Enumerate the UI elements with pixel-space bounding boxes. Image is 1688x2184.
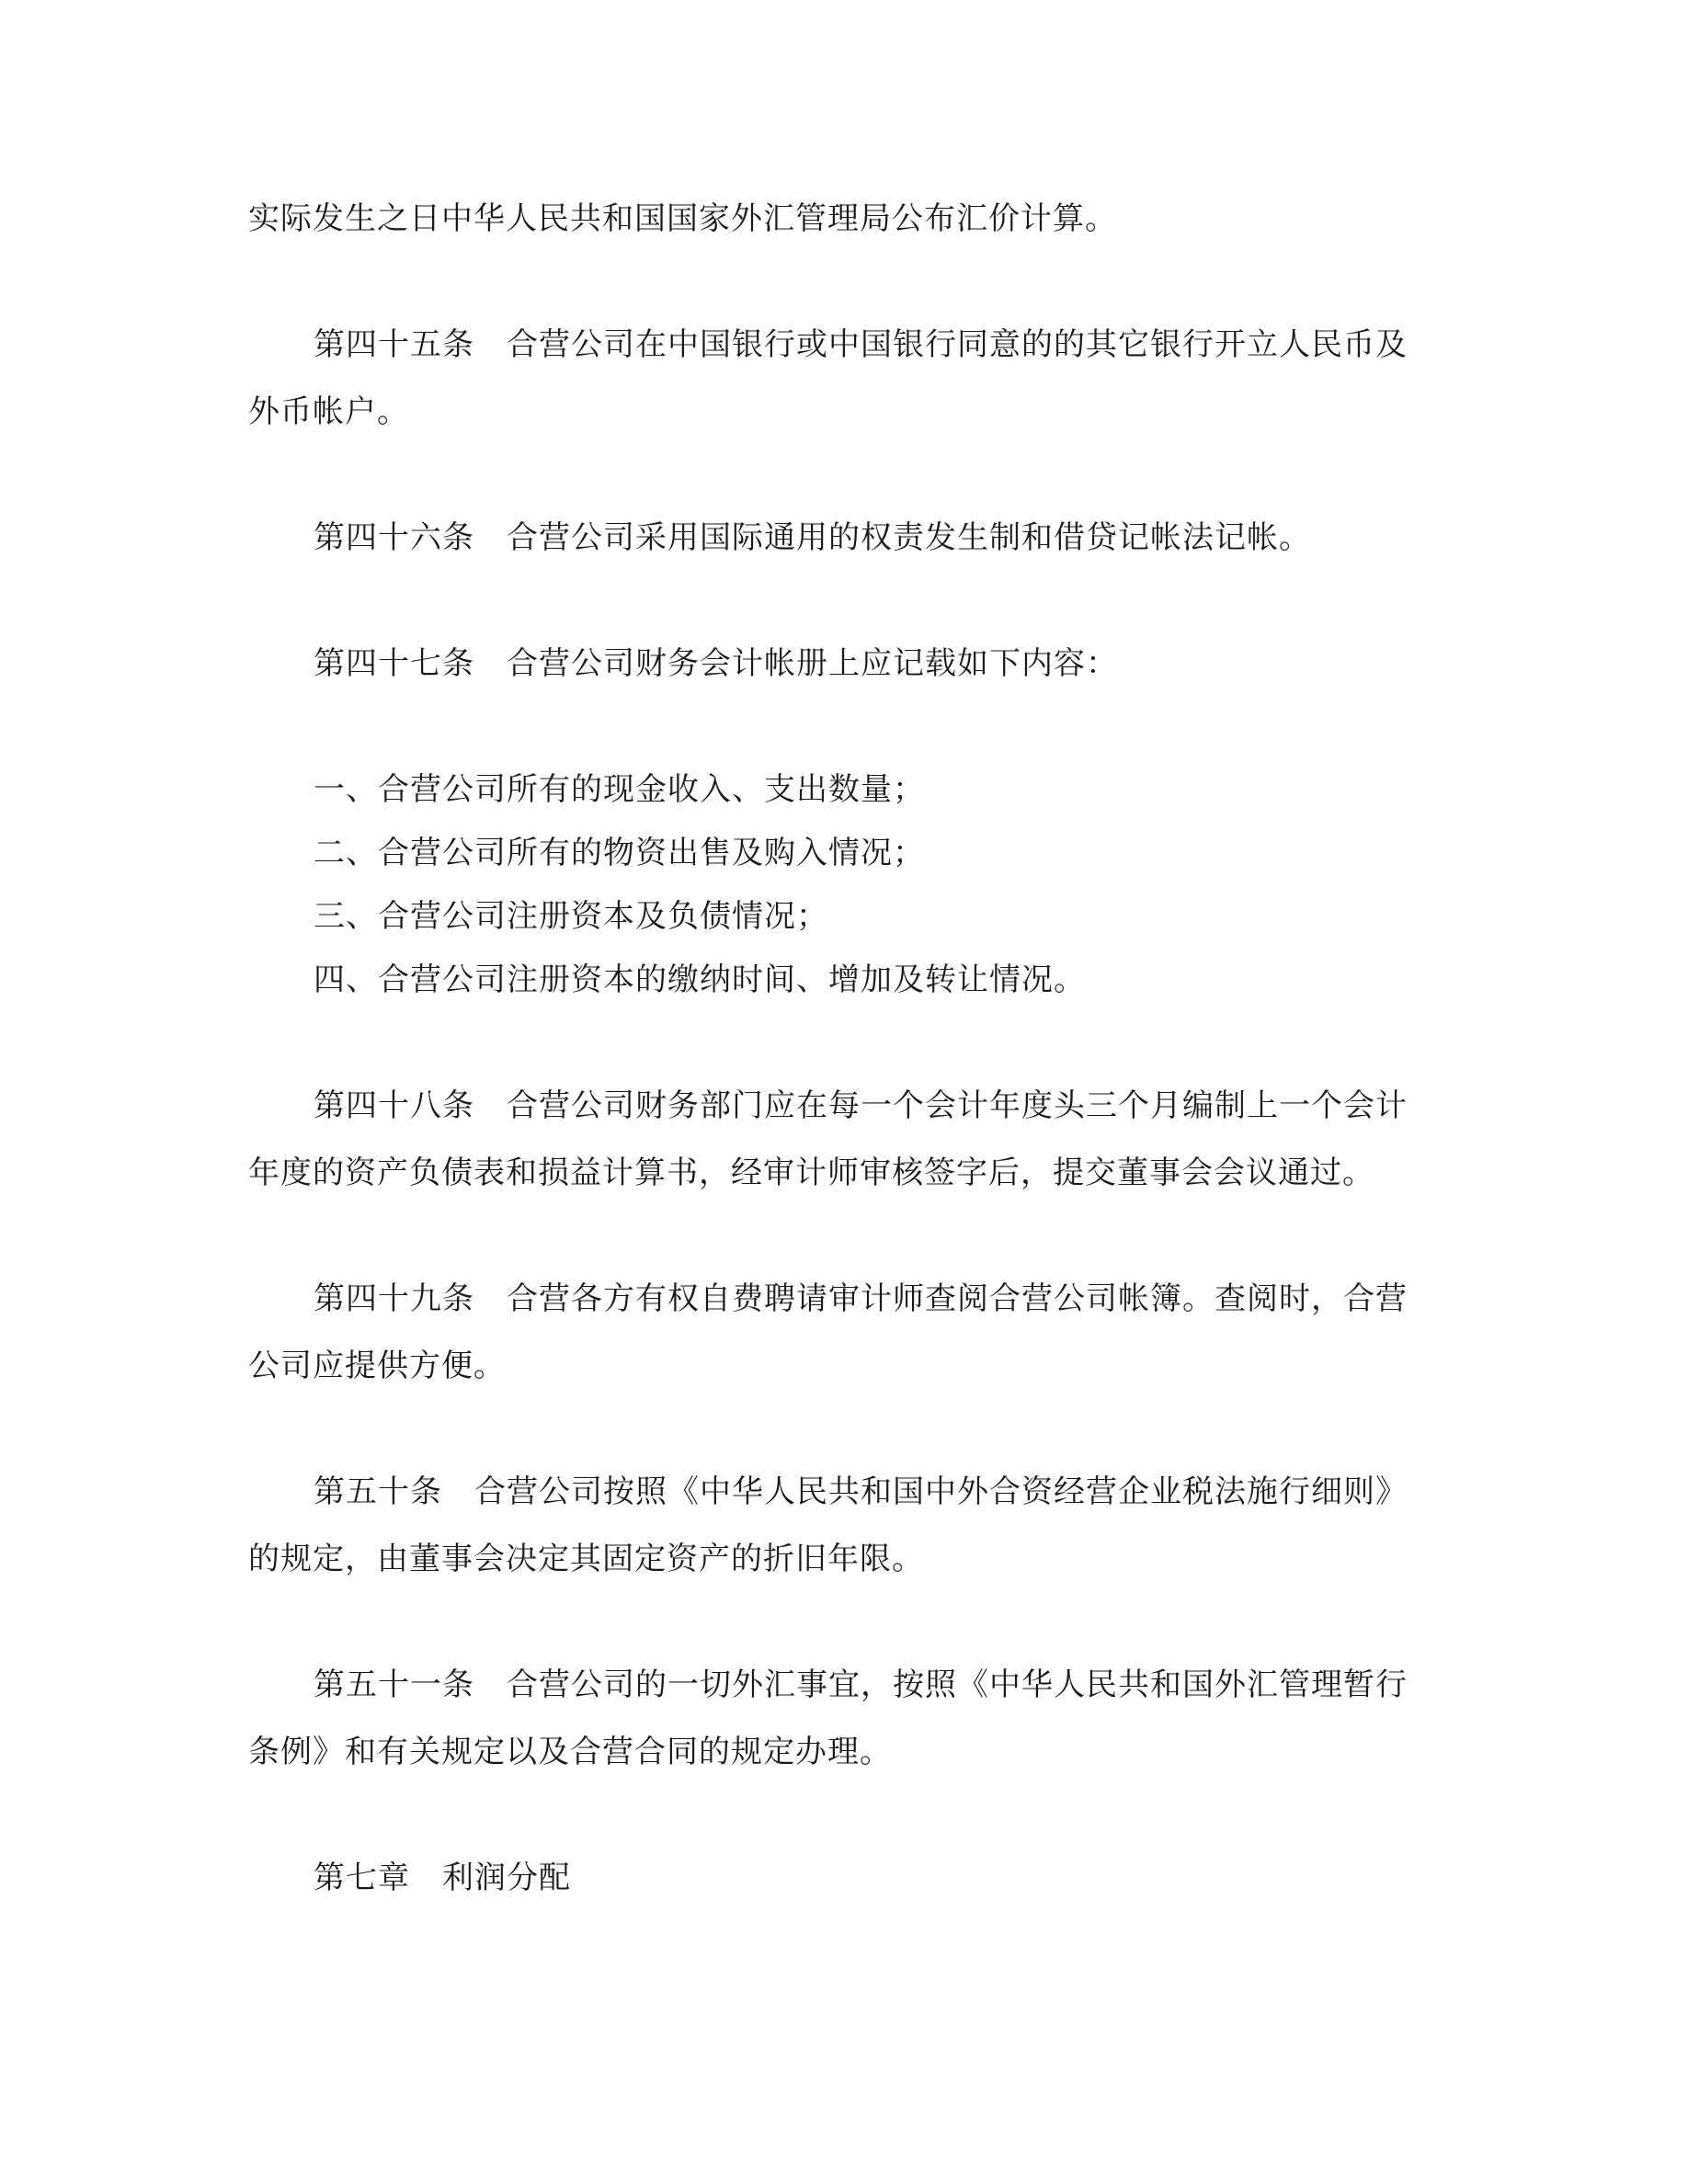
text-line: 外币帐户。 (248, 393, 409, 430)
text-line: 第四十五条 合营公司在中国银行或中国银行同意的的其它银行开立人民币及 (314, 326, 1408, 363)
text-line: 年度的资产负债表和损益计算书，经审计师审核签字后，提交董事会会议通过。 (248, 1155, 1374, 1191)
list-item: 四、合营公司注册资本的缴纳时间、增加及转让情况。 (314, 961, 1086, 998)
text-line: 公司应提供方便。 (248, 1348, 506, 1384)
text-line: 实际发生之日中华人民共和国国家外汇管理局公布汇价计算。 (248, 200, 1117, 237)
text-line: 第五十一条 合营公司的一切外汇事宜，按照《中华人民共和国外汇管理暂行 (314, 1666, 1408, 1703)
text-line: 的规定，由董事会决定其固定资产的折旧年限。 (248, 1541, 924, 1577)
list-item: 二、合营公司所有的物资出售及购入情况； (314, 835, 925, 871)
list-item: 一、合营公司所有的现金收入、支出数量； (314, 771, 925, 808)
chapter-heading: 第七章 利润分配 (314, 1860, 571, 1896)
text-line: 第四十九条 合营各方有权自费聘请审计师查阅合营公司帐簿。查阅时，合营 (314, 1280, 1408, 1317)
text-line: 第四十八条 合营公司财务部门应在每一个会计年度头三个月编制上一个会计 (314, 1087, 1408, 1124)
list-item: 三、合营公司注册资本及负债情况； (314, 898, 828, 935)
text-line: 第四十七条 合营公司财务会计帐册上应记载如下内容： (314, 645, 1118, 682)
text-line: 条例》和有关规定以及合营合同的规定办理。 (248, 1734, 892, 1770)
text-line: 第四十六条 合营公司采用国际通用的权责发生制和借贷记帐法记帐。 (314, 519, 1311, 556)
text-line: 第五十条 合营公司按照《中华人民共和国中外合资经营企业税法施行细则》 (314, 1473, 1408, 1510)
